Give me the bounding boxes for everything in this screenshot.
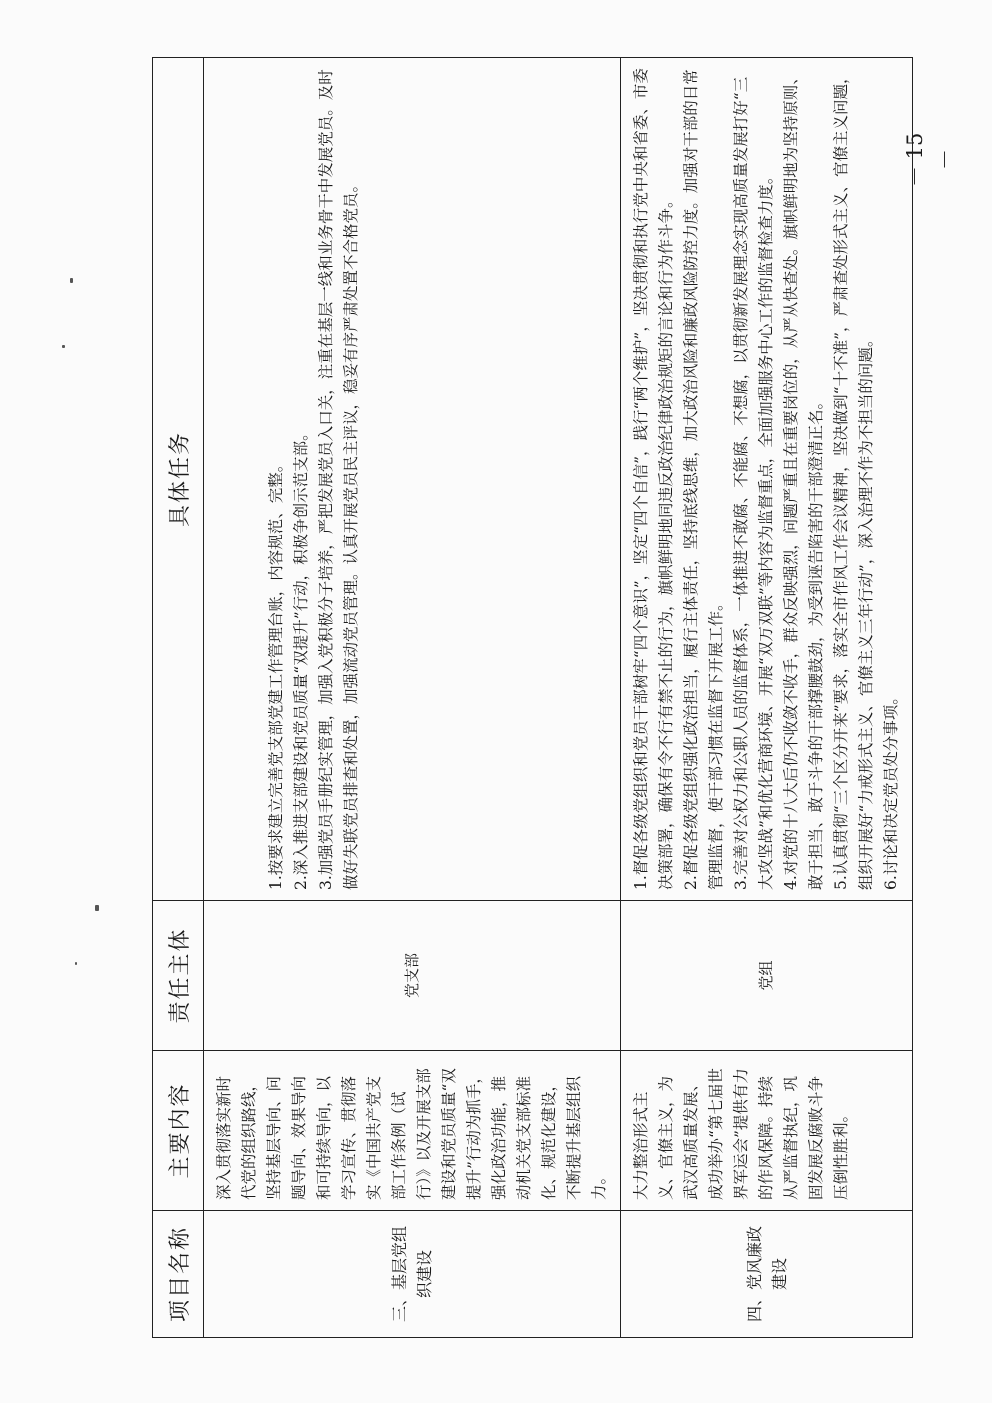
task-item: 3.完善对公权力和公职人员的监督体系，一体推进不敢腐、不能腐、不想腐，以贯彻新发展理念实现高质量发展打好“三大攻坚战”和优化营商环境、开展“双万双联”等内容为监督重点，全面加强服务中心工作的监督检查力度。 — [732, 76, 775, 890]
task-item: 1.督促各级党组织和党员干部树牢“四个意识”，坚定“四个自信”，践行“两个维护”，坚决贯彻和执行党中央和省委、市委决策部署，确保有令不行有禁不止的行为，旗帜鲜明地同违反政治纪律政治规矩的言论和行为作斗争。 — [632, 68, 675, 890]
page-number: － 15 － — [903, 132, 957, 188]
header-main-content: 主要内容 — [153, 1051, 204, 1211]
scan-speck — [62, 345, 65, 348]
task-table — [152, 57, 913, 1338]
header-responsible-party: 责任主体 — [153, 901, 204, 1051]
scan-speck — [95, 905, 99, 911]
task-item: 3.加强党员手册纪实管理，加强入党积极分子培养，严把发展党员入口关，注重在基层一线和业务骨干中发展党员。及时做好失联党员排查和处置，加强流动党员管理。认真开展党员民主评议，稳妥有序严肃处置不合格党员。 — [317, 69, 360, 890]
row-project-name: 三、基层党组织建设 — [204, 1211, 621, 1338]
table-header-row — [153, 58, 204, 1338]
task-item: 2.督促各级党组织强化政治担当，履行主体责任，坚持底线思维，加大政治风险和廉政风险防控力度。加强对干部的日常管理监督，使干部习惯在监督下开展工作。 — [682, 69, 725, 890]
task-item: 1.按要求建立完善党支部党建工作管理台账，内容规范、完整。 — [267, 456, 285, 890]
header-project-name: 项目名称 — [153, 1211, 204, 1338]
row-specific-tasks — [204, 58, 621, 901]
task-item: 4.对党的十八大后仍不收敛不收手，群众反映强烈，问题严重且在重要岗位的，从严从快查处。旗帜鲜明地为坚持原则、敢于担当、敢于斗争的干部撑腰鼓劲，为受到诬告陷害的干部澄清正名。 — [782, 69, 825, 890]
row-project-name: 四、党风廉政建设 — [621, 1211, 913, 1338]
row-main-content: 大力整治形式主义、官僚主义，为武汉高质量发展、成功举办“第七届世界军运会”提供有力的作风保障。持续从严监督执纪，巩固发展反腐败斗争压倒性胜利。 — [621, 1051, 913, 1211]
row-responsible-party: 党支部 — [204, 901, 621, 1051]
row-main-content: 深入贯彻落实新时代党的组织路线，坚持基层导向、问题导向、效果导向和可持续导向，以学习宣传、贯彻落实《中国共产党支部工作条例（试行）》以及开展支部建设和党员质量“双提升”行动为抓手，强化政治功能，推动机关党支部标准化、规范化建设，不断提升基层组织力。 — [204, 1051, 621, 1211]
table-row — [204, 58, 621, 1338]
row-specific-tasks — [621, 58, 913, 901]
scan-speck — [75, 962, 77, 965]
task-item: 5.认真贯彻“三个区分开来”要求，落实全市作风工作会议精神，坚决做到“十不准”，严肃查处形式主义、官僚主义问题，组织开展好“力戒形式主义、官僚主义三年行动”，深入治理不作为不担当的问题。 — [832, 68, 875, 890]
rotated-table-container — [152, 58, 900, 1338]
row-responsible-party: 党组 — [621, 901, 913, 1051]
task-item: 6.讨论和决定党员处分事项。 — [882, 689, 900, 890]
table-row — [621, 58, 913, 1338]
scan-speck — [70, 278, 73, 283]
header-specific-tasks: 具体任务 — [153, 58, 204, 901]
task-item: 2.深入推进支部建设和党员质量“双提升”行动，积极争创示范支部。 — [292, 425, 310, 890]
